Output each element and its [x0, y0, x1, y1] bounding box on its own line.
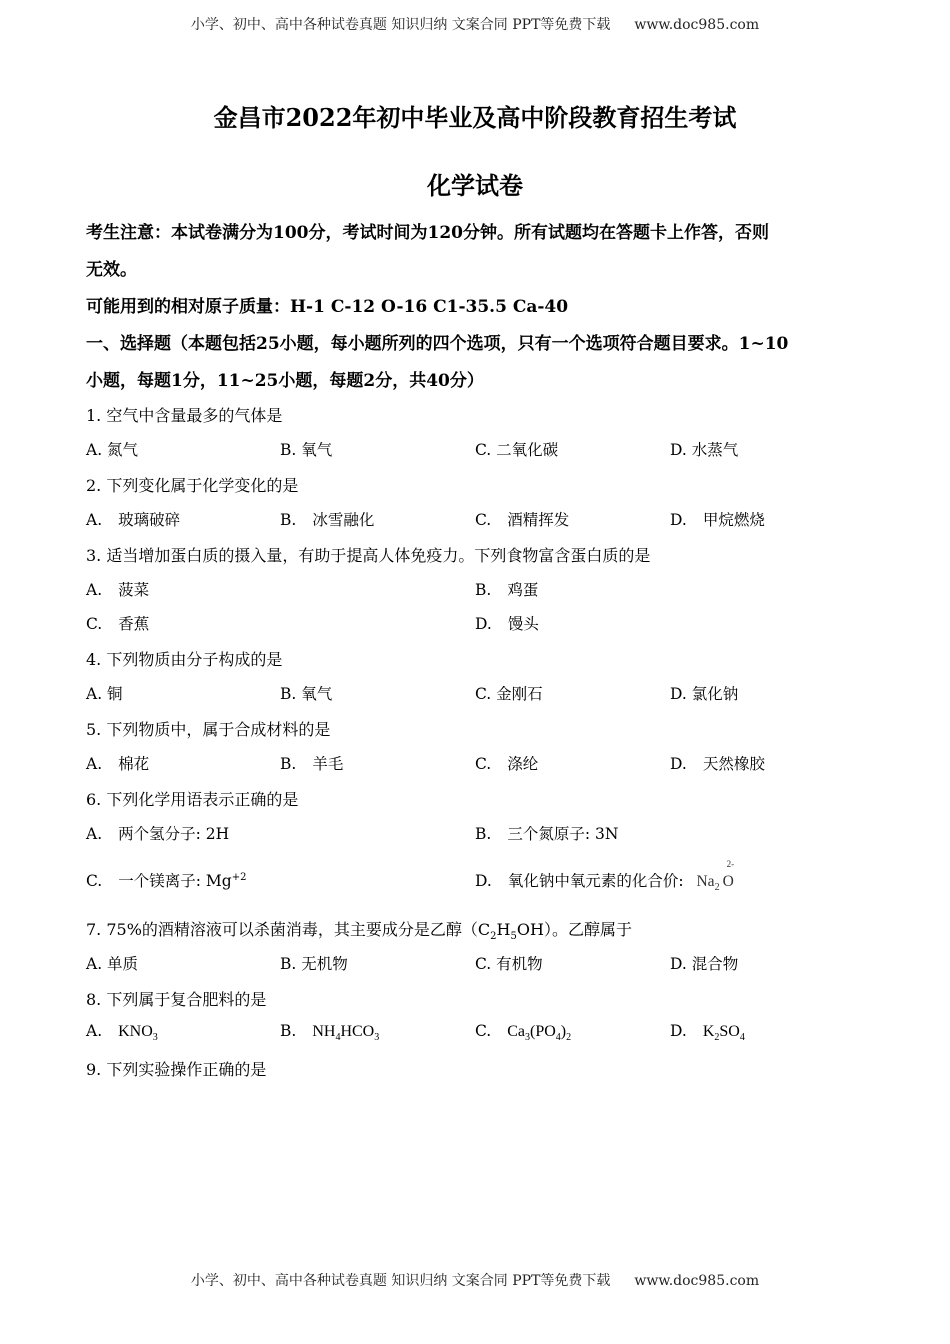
footer-text: 小学、初中、高中各种试卷真题 知识归纳 文案合同 PPT等免费下载 [190, 1273, 611, 1289]
footer-site[interactable]: www.doc985.com [634, 1273, 760, 1289]
q3-option-c: C. 香蕉 [86, 615, 150, 633]
header-text: 小学、初中、高中各种试卷真题 知识归纳 文案合同 PPT等免费下载 [190, 17, 611, 33]
notice-line-2: 无效。 [86, 260, 137, 280]
q1-option-a: A. 氮气 [86, 441, 139, 459]
exam-title: 金昌市2022年初中毕业及高中阶段教育招生考试 [213, 103, 737, 132]
q5-option-d: D. 天然橡胶 [670, 755, 765, 773]
q2-option-d: D. 甲烷燃烧 [670, 511, 765, 529]
q8-option-b: B. $NH_4HCO_3$ [280, 1022, 380, 1044]
question-9-stem: 9. 下列实验操作正确的是 [86, 1060, 267, 1079]
q4-option-b: B. 氧气 [280, 685, 333, 703]
page-header [0, 14, 950, 34]
atomic-masses: 可能用到的相对原子质量：H-1 C-12 O-16 C1-35.5 Ca-40 [86, 297, 569, 317]
notice-line-1: 考生注意：本试卷满分为100分，考试时间为120分钟。所有试题均在答题卡上作答，否则 [86, 223, 769, 243]
q8-option-c: C. $Ca_3(PO_4)_2$ [475, 1022, 572, 1044]
q4-option-a: A. 铜 [86, 685, 123, 703]
section-line-2: 小题，每题1分，11~25小题，每题2分，共40分） [86, 371, 484, 391]
q5-option-c: C. 涤纶 [475, 755, 539, 773]
q1-option-b: B. 氧气 [280, 441, 333, 459]
q2-option-a: A. 玻璃破碎 [86, 511, 181, 529]
valence-formula: $Na_2$ 2- O [696, 859, 735, 894]
q1-option-d: D. 水蒸气 [670, 441, 739, 459]
q7-option-b: B. 无机物 [280, 955, 348, 973]
question-3-stem: 3. 适当增加蛋白质的摄入量，有助于提高人体免疫力。下列食物富含蛋白质的是 [86, 546, 651, 565]
q7-option-d: D. 混合物 [670, 955, 739, 973]
q6-option-a: A. 两个氢分子: 2H [86, 825, 230, 843]
q7-option-a: A. 单质 [86, 955, 139, 973]
q4-option-d: D. 氯化钠 [670, 685, 739, 703]
q2-option-c: C. 酒精挥发 [475, 511, 570, 529]
q8-option-a: A. $KNO_3$ [86, 1022, 158, 1044]
question-2-stem: 2. 下列变化属于化学变化的是 [86, 476, 299, 495]
q4-option-c: C. 金刚石 [475, 685, 543, 703]
question-4-stem: 4. 下列物质由分子构成的是 [86, 650, 283, 669]
question-8-stem: 8. 下列属于复合肥料的是 [86, 990, 267, 1009]
exam-subtitle: 化学试卷 [427, 171, 523, 200]
mg-charge: +2 [231, 871, 247, 883]
q2-option-b: B. 冰雪融化 [280, 511, 375, 529]
question-1-stem: 1. 空气中含量最多的气体是 [86, 406, 283, 425]
q3-option-a: A. 菠菜 [86, 581, 150, 599]
question-6-stem: 6. 下列化学用语表示正确的是 [86, 790, 299, 809]
page-footer [0, 1270, 950, 1290]
q5-option-a: A. 棉花 [86, 755, 150, 773]
q6-option-b: B. 三个氮原子: 3N [475, 825, 619, 843]
q5-option-b: B. 羊毛 [280, 755, 344, 773]
q3-option-b: B. 鸡蛋 [475, 581, 539, 599]
q6-option-d: D. 氧化钠中氧元素的化合价: $Na_2$ 2- O [475, 859, 735, 894]
section-line-1: 一、选择题（本题包括25小题，每小题所列的四个选项，只有一个选项符合题目要求。1~10 [86, 334, 789, 354]
q8-option-d: D. $K_2SO_4$ [670, 1022, 745, 1044]
question-5-stem: 5. 下列物质中，属于合成材料的是 [86, 720, 331, 739]
question-7-stem: 7. 75%的酒精溶液可以杀菌消毒，其主要成分是乙醇$(C_2H_5OH)$。乙醇属于 [86, 920, 632, 943]
q7-option-c: C. 有机物 [475, 955, 543, 973]
q3-option-d: D. 馒头 [475, 615, 539, 633]
header-site[interactable]: www.doc985.com [634, 17, 760, 33]
q6-option-c: C. 一个镁离子: $Mg^{+2}$ [86, 871, 247, 890]
q1-option-c: C. 二氧化碳 [475, 441, 559, 459]
